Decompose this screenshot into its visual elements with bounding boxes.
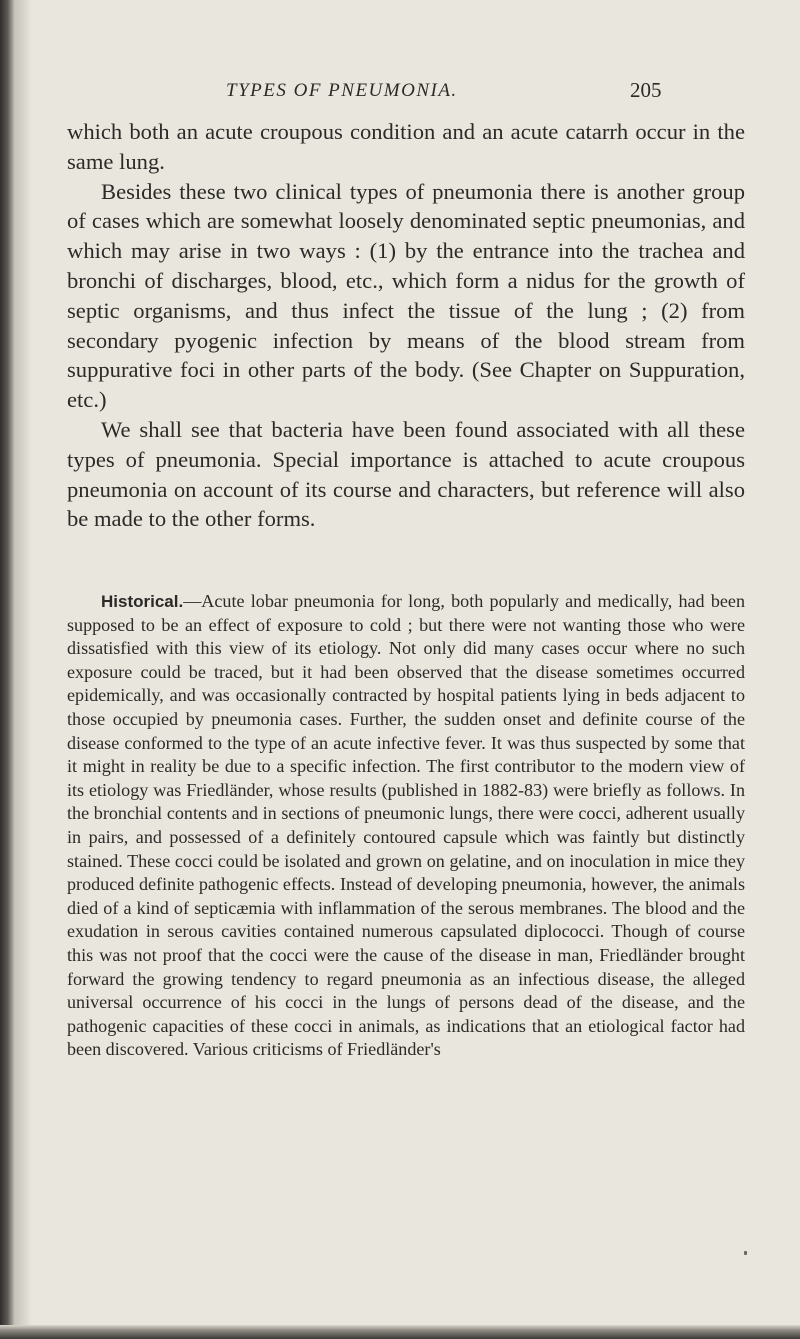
page-number: 205 [630,78,662,102]
paragraph-septic-pneumonias: Besides these two clinical types of pneumonia there is another group of cases which are somewhat loosely denominated septic pneumonias, and which may arise in two ways : (1) by the entrance into the trachea and bronchi of discharges, blood, etc., which form a nidus for the growth of septic organisms, and thus infect the tissue of the lung ; (2) from secondary pyogenic infection by means of the blood stream from suppurative foci in other parts of the body. (See Chapter on Suppuration, etc.) [67,178,745,413]
running-head: TYPES OF PNEUMONIA. [226,80,458,101]
binding-shadow [0,0,14,1339]
main-text [67,117,745,534]
historical-heading: Historical. [101,592,184,611]
historical-section [67,590,745,1062]
binding-fade [14,0,32,1339]
paragraph-bacteria: We shall see that bacteria have been found associated with all these types of pneumonia. Special importance is attached to acute croupous pneumonia on account of its course and characters, but reference will also be made to the other forms. [67,416,745,532]
page-header [0,70,800,110]
paragraph-continuation: which both an acute croupous condition and an acute catarrh occur in the same lung. [67,119,745,174]
page-edge-shadow [0,1325,800,1339]
historical-text: —Acute lobar pneumonia for long, both popularly and medically, had been supposed to be an effect of exposure to cold ; but there were not wanting those who were dissatisfied with this view of its etiology. Not only did many cases occur where no such exposure could be traced, but it had been observed that the disease sometimes occurred epidemically, and was occasionally contracted by hospital patients lying in beds adjacent to those occupied by pneumonia cases. Further, the sudden onset and definite course of the disease conformed to the type of an acute infective fever. It was thus suspected by some that it might in reality be due to a specific infection. The first contributor to the modern view of its etiology was Friedländer, whose results (published in 1882-83) were briefly as follows. In the bronchial contents and in sections of pneumonic lungs, there were cocci, adherent usually in pairs, and possessed of a definitely contoured capsule which was faintly but distinctly stained. These cocci could be isolated and grown on gelatine, and on inoculation in mice they produced definite pathogenic effects. Instead of developing pneumonia, however, the animals died of a kind of septicæmia with inflammation of the serous membranes. The blood and the exudation in serous cavities contained numerous capsulated diplococci. Though of course this was not proof that the cocci were the cause of the disease in man, Friedländer brought forward the growing tendency to regard pneumonia as an infectious disease, the alleged universal occurrence of his cocci in the lungs of persons dead of the disease, and the pathogenic capacities of these cocci in animals, as indications that an etiological factor had been discovered. Various criticisms of Friedländer's [67,591,745,1060]
historical-paragraph [67,590,745,1062]
print-speck [744,1251,747,1255]
